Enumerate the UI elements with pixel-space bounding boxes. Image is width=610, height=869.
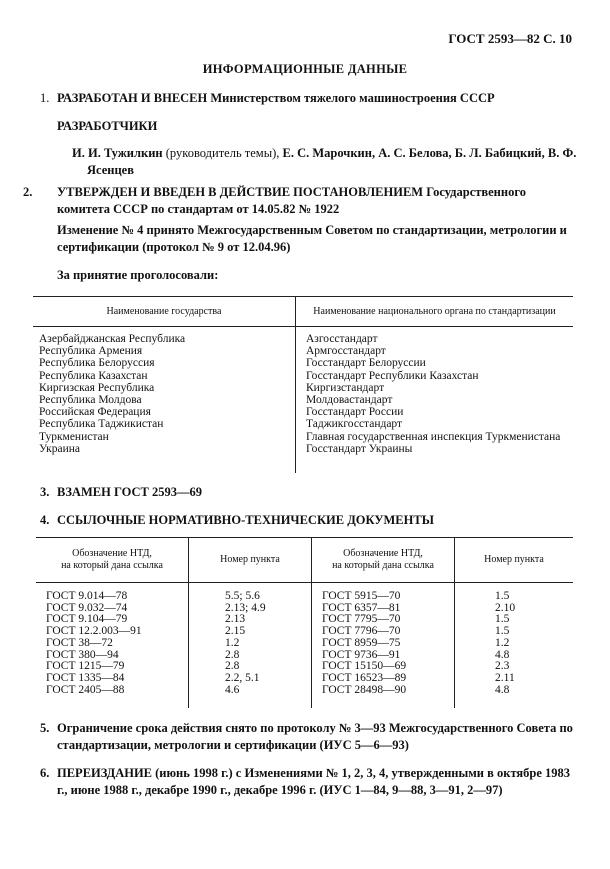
state-name: Туркменистан	[39, 430, 109, 443]
body-name: Азгосстандарт	[306, 333, 378, 345]
page-header: ГОСТ 2593—82 С. 10	[448, 31, 572, 46]
doc-ref: ГОСТ 6357—81	[322, 601, 401, 614]
section-number: 1.	[40, 91, 50, 105]
doc-ref: ГОСТ 28498—90	[322, 683, 407, 696]
doc-ref: ГОСТ 38—72	[46, 636, 113, 649]
page-title: ИНФОРМАЦИОННЫЕ ДАННЫЕ	[202, 62, 408, 76]
section-text: Министерством тяжелого машиностроения СССР	[210, 91, 495, 105]
item-number: 2.8	[225, 660, 240, 673]
doc-ref: ГОСТ 9.104—79	[46, 613, 128, 626]
body-name: Госстандарт Республики Казахстан	[306, 369, 479, 382]
section-text: УТВЕРЖДЕН И ВВЕДЕН В ДЕЙСТВИЕ ПОСТАНОВЛЕНИЕМ Государственного комитета СССР по стандартам от 14.05.82 № 1922	[57, 185, 526, 216]
developer-role: (руководитель темы),	[165, 146, 280, 160]
state-name: Республика Молдова	[39, 394, 142, 407]
state-name: Республика Белоруссия	[39, 357, 155, 370]
state-name: Украина	[39, 442, 80, 455]
section-number: 2.	[23, 185, 33, 199]
body-name: Госстандарт Белоруссии	[306, 357, 426, 370]
doc-ref: ГОСТ 380—94	[46, 648, 119, 661]
item-number: 1.5	[495, 613, 510, 626]
section-text: ПЕРЕИЗДАНИЕ (июнь 1998 г.) с Изменениями № 1, 2, 3, 4, утвержденными в октябре 1983 г., июне 1988 г., декабре 1990 г., декабре 1996 г. (ИУС 1—84, 9—88, 3—91, 2—97)	[57, 766, 571, 797]
developers-heading: РАЗРАБОТЧИКИ	[57, 119, 158, 133]
section-number: 3.	[40, 485, 50, 499]
body-name: Таджикгосстандарт	[306, 418, 403, 431]
column-header: Номер пункта	[455, 538, 574, 583]
column-header: Обозначение НТД, на который дана ссылка	[312, 538, 455, 583]
doc-ref: ГОСТ 9736—91	[322, 648, 401, 661]
doc-ref: ГОСТ 2405—88	[46, 683, 125, 696]
developer-names: Е. С. Марочкин, А. С. Белова, Б. Л. Бабицкий, В. Ф. Ясенцев	[87, 146, 577, 177]
item-number: 2.15	[225, 625, 246, 638]
doc-ref: ГОСТ 7796—70	[322, 625, 401, 638]
item-number: 1.2	[495, 636, 510, 649]
doc-ref: ГОСТ 1335—84	[46, 671, 125, 684]
doc-ref: ГОСТ 15150—69	[322, 660, 407, 673]
state-name: Республика Армения	[39, 345, 143, 358]
section-3	[40, 484, 575, 501]
doc-ref: ГОСТ 8959—75	[322, 636, 401, 649]
item-number: 2.8	[225, 648, 240, 661]
state-name: Республика Казахстан	[39, 369, 148, 382]
doc-ref: ГОСТ 12.2.003—91	[46, 625, 142, 638]
section-5	[40, 720, 575, 754]
doc-ref: ГОСТ 16523—89	[322, 671, 407, 684]
bodies-column	[296, 327, 574, 474]
item-number: 2.11	[495, 671, 515, 684]
amendment-text: Изменение № 4 принято Межгосударственным Советом по стандартизации, метрологии и сертификации (протокол № 9 от 12.04.96)	[57, 223, 567, 254]
body-name: Армгосстандарт	[306, 345, 386, 358]
doc-ref: ГОСТ 9.032—74	[46, 601, 128, 614]
item-number: 1.5	[495, 625, 510, 638]
section-number: 6.	[40, 766, 50, 780]
states-column	[33, 327, 296, 474]
doc-ref: ГОСТ 9.014—78	[46, 590, 128, 602]
section-lead: РАЗРАБОТАН И ВНЕСЕН	[57, 91, 208, 105]
item-number: 2.10	[495, 601, 516, 614]
voted-heading: За принятие проголосовали:	[57, 268, 219, 282]
body-name: Главная государственная инспекция Туркменистана	[306, 430, 561, 443]
body-name: Киргизстандарт	[306, 381, 385, 394]
voting-table	[33, 296, 573, 473]
section-6	[40, 765, 575, 799]
section-number: 4.	[40, 513, 50, 527]
left-items-column	[189, 583, 312, 709]
section-1	[40, 90, 575, 107]
section-2	[23, 184, 575, 218]
column-header: Обозначение НТД, на который дана ссылка	[36, 538, 189, 583]
section-text: ССЫЛОЧНЫЕ НОРМАТИВНО-ТЕХНИЧЕСКИЕ ДОКУМЕНТЫ	[57, 513, 434, 527]
item-number: 2.13; 4.9	[225, 601, 266, 614]
item-number: 1.5	[495, 590, 510, 602]
item-number: 4.8	[495, 683, 510, 696]
left-docs-column	[36, 583, 189, 709]
section-text: Ограничение срока действия снято по протоколу № 3—93 Межгосударственного Совета по стандартизации, метрологии и сертификации (ИУС 5—6—93)	[57, 721, 573, 752]
column-header: Наименование государства	[33, 297, 296, 327]
section-4	[40, 512, 575, 529]
column-header: Наименование национального органа по стандартизации	[296, 297, 574, 327]
references-table	[36, 537, 573, 708]
right-items-column	[455, 583, 574, 709]
state-name: Российская Федерация	[39, 406, 151, 419]
body-name: Молдовастандарт	[306, 394, 393, 407]
developer-name: И. И. Тужилкин	[72, 146, 163, 160]
state-name: Республика Таджикистан	[39, 418, 164, 431]
item-number: 5.5; 5.6	[225, 590, 260, 602]
column-header: Номер пункта	[189, 538, 312, 583]
right-docs-column	[312, 583, 455, 709]
body-name: Госстандарт Украины	[306, 442, 413, 455]
item-number: 4.6	[225, 683, 240, 696]
section-number: 5.	[40, 721, 50, 735]
section-text: ВЗАМЕН ГОСТ 2593—69	[57, 485, 202, 499]
doc-ref: ГОСТ 7795—70	[322, 613, 401, 626]
item-number: 2.3	[495, 660, 510, 673]
doc-ref: ГОСТ 1215—79	[46, 660, 125, 673]
body-name: Госстандарт России	[306, 406, 404, 419]
doc-ref: ГОСТ 5915—70	[322, 590, 401, 602]
developers-list	[72, 145, 590, 179]
item-number: 2.2, 5.1	[225, 671, 260, 684]
item-number: 2.13	[225, 613, 246, 626]
state-name: Киргизская Республика	[39, 381, 155, 394]
item-number: 1.2	[225, 636, 240, 649]
state-name: Азербайджанская Республика	[39, 333, 186, 345]
item-number: 4.8	[495, 648, 510, 661]
